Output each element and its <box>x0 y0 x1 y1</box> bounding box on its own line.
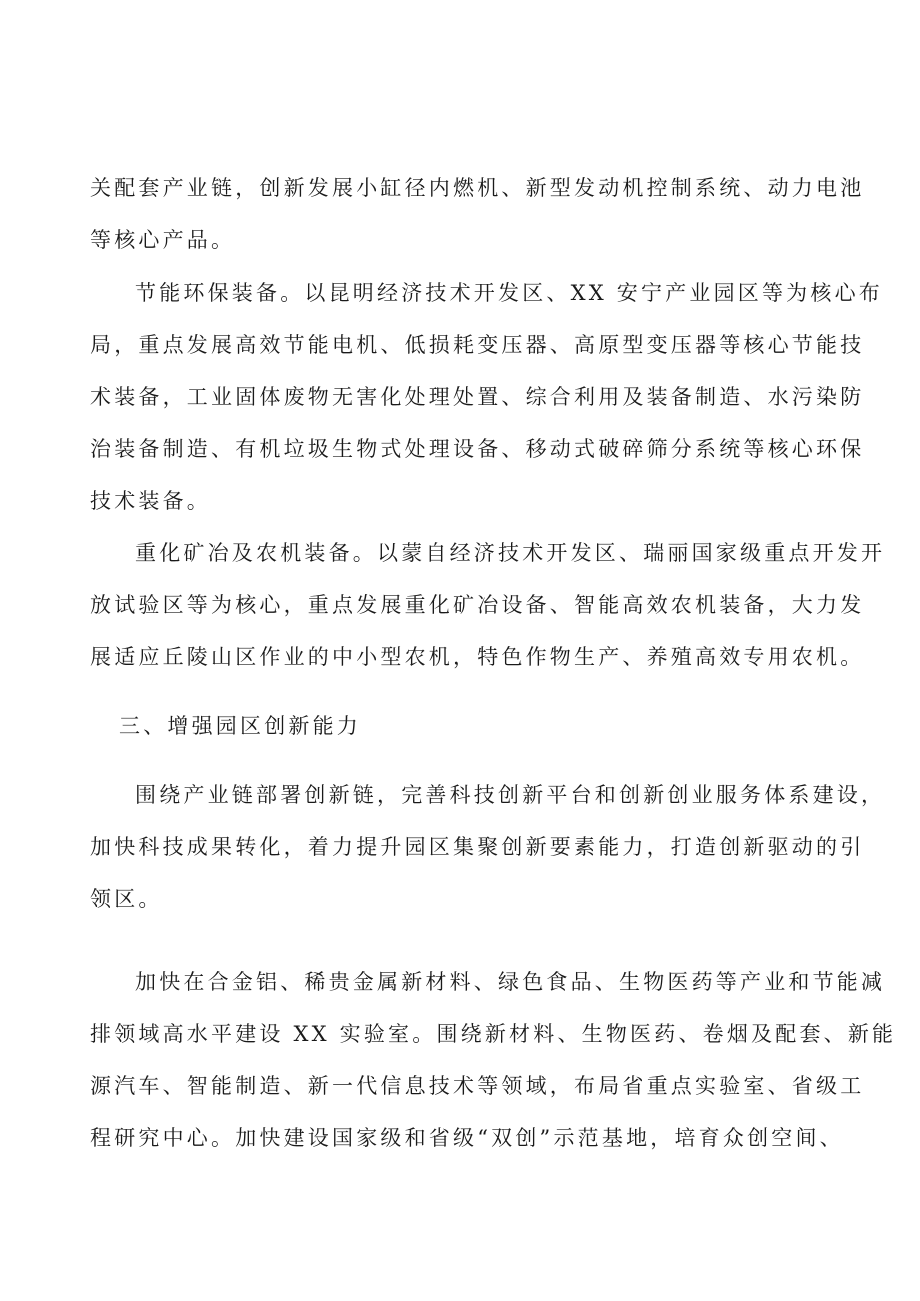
paragraph-line: 等核心产品。 <box>90 228 236 252</box>
paragraph-line: 排领域高水平建设 XX 实验室。围绕新材料、生物医药、卷烟及配套、新能 <box>90 1022 897 1046</box>
paragraph-line: 程研究中心。加快建设国家级和省级“双创”示范基地，培育众创空间、 <box>90 1126 844 1150</box>
paragraph-line: 节能环保装备。以昆明经济技术开发区、XX 安宁产业园区等为核心布 <box>135 281 883 305</box>
paragraph-line: 重化矿冶及农机装备。以蒙自经济技术开发区、瑞丽国家级重点开发开 <box>135 541 886 565</box>
paragraph-line: 关配套产业链，创新发展小缸径内燃机、新型发动机控制系统、动力电池 <box>90 176 865 200</box>
section-heading: 三、增强园区创新能力 <box>119 714 361 738</box>
paragraph-line: 源汽车、智能制造、新一代信息技术等领域，布局省重点实验室、省级工 <box>90 1074 865 1098</box>
paragraph-line: 技术装备。 <box>90 489 211 513</box>
paragraph-line: 术装备，工业固体废物无害化处理处置、综合利用及装备制造、水污染防 <box>90 385 865 409</box>
paragraph-line: 围绕产业链部署创新链，完善科技创新平台和创新创业服务体系建设， <box>135 783 886 807</box>
paragraph-line: 加快在合金铝、稀贵金属新材料、绿色食品、生物医药等产业和节能减 <box>135 970 886 994</box>
paragraph-line: 放试验区等为核心，重点发展重化矿冶设备、智能高效农机装备，大力发 <box>90 593 865 617</box>
paragraph-line: 展适应丘陵山区作业的中小型农机，特色作物生产、养殖高效专用农机。 <box>90 645 865 669</box>
paragraph-line: 加快科技成果转化，着力提升园区集聚创新要素能力，打造创新驱动的引 <box>90 835 865 859</box>
paragraph-line: 局，重点发展高效节能电机、低损耗变压器、高原型变压器等核心节能技 <box>90 333 865 357</box>
paragraph-line: 领区。 <box>90 887 163 911</box>
paragraph-line: 治装备制造、有机垃圾生物式处理设备、移动式破碎筛分系统等核心环保 <box>90 437 865 461</box>
